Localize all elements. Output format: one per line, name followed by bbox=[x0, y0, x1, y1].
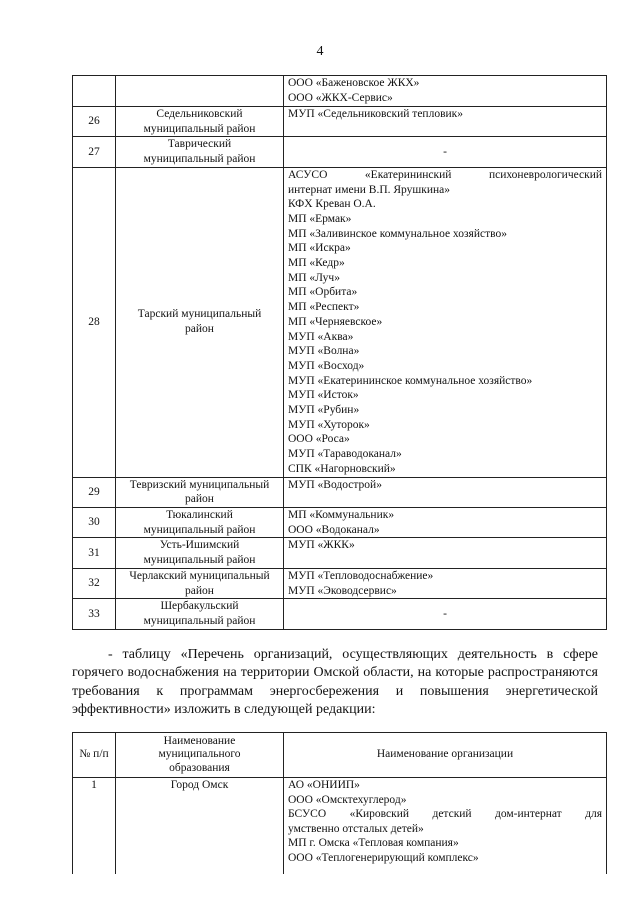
organization-name: МУП «Тепловодоснабжение» bbox=[288, 569, 434, 582]
organization-name: МП «Кедр» bbox=[288, 257, 345, 270]
table-row bbox=[73, 507, 607, 537]
organization-name: МП «Искра» bbox=[288, 242, 351, 255]
organization-name: МУП «Рубин» bbox=[288, 404, 360, 417]
header-organization: Наименование организации bbox=[284, 733, 607, 778]
instruction-paragraph: - таблицу «Перечень организаций, осуществляющих деятельность в сфере горячего водоснабжения на территории Омской области, на которые распространяются требования к программам энергосбережения и повышения энергетической эффективности» изложить в следующей редакции: bbox=[72, 647, 598, 718]
table-row bbox=[73, 76, 607, 107]
district-name: Седельниковский муниципальный район bbox=[116, 107, 284, 137]
organizations-table-continued bbox=[72, 75, 607, 630]
organization-name: интернат имени В.П. Ярушкина» bbox=[288, 183, 450, 196]
organization-name: МУП «Тараводоканал» bbox=[288, 448, 402, 461]
district-name: Тюкалинский муниципальный район bbox=[116, 507, 284, 537]
organization-name: МУП «Аква» bbox=[288, 330, 354, 343]
table-row bbox=[73, 137, 607, 167]
organization-list bbox=[284, 568, 607, 598]
organization-name: ООО «ЖКХ-Сервис» bbox=[288, 91, 393, 104]
organization-list bbox=[284, 507, 607, 537]
organization-name: КФХ Креван О.А. bbox=[288, 198, 376, 211]
organization-name: ООО «Водоканал» bbox=[288, 523, 380, 536]
district-name bbox=[116, 76, 284, 107]
row-number: 31 bbox=[73, 538, 116, 568]
row-number: 30 bbox=[73, 507, 116, 537]
organization-name: АСУСО «Екатерининский психоневрологический bbox=[288, 168, 602, 181]
organization-name: МП «Коммунальник» bbox=[288, 508, 395, 521]
district-name: Черлакский муниципальный район bbox=[116, 568, 284, 598]
page-number: 4 bbox=[316, 44, 324, 59]
organization-list bbox=[284, 477, 607, 507]
table-header-row bbox=[73, 733, 607, 778]
row-number: 29 bbox=[73, 477, 116, 507]
row-number: 1 bbox=[73, 778, 116, 874]
organization-name: ООО «Роса» bbox=[288, 433, 350, 446]
organization-list bbox=[284, 76, 607, 107]
organization-list bbox=[284, 167, 607, 477]
organization-list bbox=[284, 599, 607, 629]
organization-name: ООО «Омсктехуглерод» bbox=[288, 793, 407, 806]
district-name: Тевризский муниципальный район bbox=[116, 477, 284, 507]
table-row bbox=[73, 778, 607, 874]
table-row bbox=[73, 477, 607, 507]
district-name: Усть-Ишимский муниципальный район bbox=[116, 538, 284, 568]
header-num: № п/п bbox=[73, 733, 116, 778]
organization-name: МУП «Хуторок» bbox=[288, 418, 370, 431]
district-name: Тарский муниципальный район bbox=[116, 167, 284, 477]
organization-name: МУП «Восход» bbox=[288, 359, 365, 372]
organization-name: ООО «Баженовское ЖКХ» bbox=[288, 77, 420, 89]
organization-name: МП «Луч» bbox=[288, 271, 340, 284]
organization-name: МП «Заливинское коммунальное хозяйство» bbox=[288, 227, 507, 240]
organization-name: МП «Черняевское» bbox=[288, 315, 383, 328]
organization-name: МУП «Водострой» bbox=[288, 478, 382, 491]
organization-list bbox=[284, 107, 607, 137]
organization-name: СПК «Нагорновский» bbox=[288, 462, 396, 475]
row-number: 32 bbox=[73, 568, 116, 598]
organization-name: ООО «Теплогенерирующий комплекс» bbox=[288, 851, 479, 864]
organization-name: МУП «Екатерининское коммунальное хозяйство» bbox=[288, 374, 533, 387]
organization-list bbox=[284, 778, 607, 874]
district-name: Таврический муниципальный район bbox=[116, 137, 284, 167]
table-row bbox=[73, 568, 607, 598]
organization-name: умственно отсталых детей» bbox=[288, 822, 424, 835]
hot-water-organizations-table bbox=[72, 732, 607, 874]
organization-name: МУП «Волна» bbox=[288, 345, 360, 358]
table-row bbox=[73, 599, 607, 629]
organization-name: АО «ОНИИП» bbox=[288, 779, 360, 791]
row-number: 33 bbox=[73, 599, 116, 629]
row-number: 26 bbox=[73, 107, 116, 137]
organization-list bbox=[284, 538, 607, 568]
organization-name: МУП «Эководсервис» bbox=[288, 584, 397, 597]
organization-name: МУП «Исток» bbox=[288, 389, 359, 402]
organization-name: МП г. Омска «Тепловая компания» bbox=[288, 837, 459, 849]
district-name: Город Омск bbox=[116, 778, 284, 874]
organization-name: МУП «ЖКК» bbox=[288, 539, 355, 552]
header-district: Наименование муниципального образования bbox=[116, 733, 284, 778]
district-name: Шербакульский муниципальный район bbox=[116, 599, 284, 629]
row-number bbox=[73, 76, 116, 107]
row-number: 27 bbox=[73, 137, 116, 167]
organization-name: - bbox=[443, 145, 447, 158]
organization-name: МП «Респект» bbox=[288, 301, 360, 314]
organization-name: - bbox=[443, 607, 447, 620]
table-row bbox=[73, 107, 607, 137]
table-row bbox=[73, 538, 607, 568]
organization-name: БСУСО «Кировский детский дом-интернат для bbox=[288, 808, 602, 820]
organization-name: МУП «Седельниковский тепловик» bbox=[288, 108, 463, 120]
organization-list bbox=[284, 137, 607, 167]
organization-name: МП «Ермак» bbox=[288, 212, 352, 225]
table-row bbox=[73, 167, 607, 477]
organization-name: МП «Орбита» bbox=[288, 286, 358, 299]
row-number: 28 bbox=[73, 167, 116, 477]
